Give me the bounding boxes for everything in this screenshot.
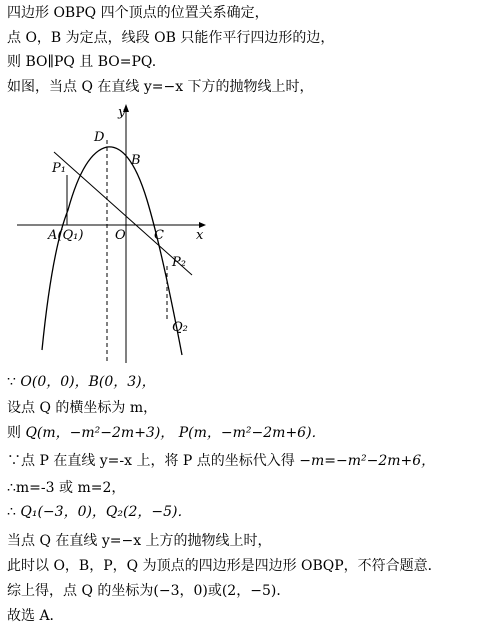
label-D: D — [94, 130, 105, 145]
text-line-13: 综上得，点 Q 的坐标为(−3，0)或(2，−5)． — [7, 583, 291, 599]
text-line-9: ∴m=-3 或 m=2， — [7, 480, 126, 496]
text-line-7 — [7, 424, 326, 442]
point-q-expr: Q(m，−m²−2m+3)， — [25, 425, 175, 441]
text-line-8 — [7, 452, 435, 470]
label-C: C — [154, 228, 164, 243]
text-line-2: 点 O，B 为定点，线段 OB 只能作平行四边形的边， — [7, 30, 335, 46]
parabola-curve — [42, 147, 182, 355]
label-Q2: Q₂ — [172, 320, 188, 335]
label-P1: P₁ — [52, 161, 66, 176]
text-line-4: 如图，当点 Q 在直线 y=−x 下方的抛物线上时， — [7, 79, 314, 95]
because-symbol: ∵ — [7, 374, 16, 390]
text-line-3: 则 BO∥PQ 且 BO=PQ. — [7, 54, 157, 70]
text-line-10 — [7, 503, 192, 521]
text-line-12: 此时以 O，B，P，Q 为顶点的四边形是四边形 OBQP，不符合题意． — [7, 558, 442, 574]
text-line-14: 故选 A． — [7, 608, 64, 624]
point-p-expr: P(m，−m²−2m+6)． — [178, 425, 326, 441]
label-x: x — [196, 228, 204, 243]
label-P2: P₂ — [172, 255, 186, 270]
text-line-1: 四边形 OBPQ 四个顶点的位置关系确定， — [7, 5, 269, 21]
parabola-figure — [12, 100, 212, 368]
label-y: y — [118, 105, 126, 120]
points-o-b: O(0，0)，B(0，3)， — [20, 374, 156, 390]
text-line-6: 设点 Q 的横坐标为 m， — [7, 400, 158, 416]
therefore-symbol: ∴ — [7, 504, 16, 520]
q-points-result: Q₁(−3，0)，Q₂(2，−5)． — [20, 504, 192, 520]
then-word: 则 — [7, 425, 21, 441]
substitution-text: ∵点 P 在直线 y=-x 上，将 P 点的坐标代入得 — [7, 453, 295, 469]
text-line-11: 当点 Q 在直线 y=−x 上方的抛物线上时， — [7, 533, 272, 549]
label-O: O — [115, 228, 126, 243]
equation-expr: −m=−m²−2m+6， — [299, 453, 436, 469]
label-B: B — [131, 153, 141, 168]
label-A: A(Q₁) — [48, 228, 84, 243]
text-line-5 — [7, 373, 156, 391]
